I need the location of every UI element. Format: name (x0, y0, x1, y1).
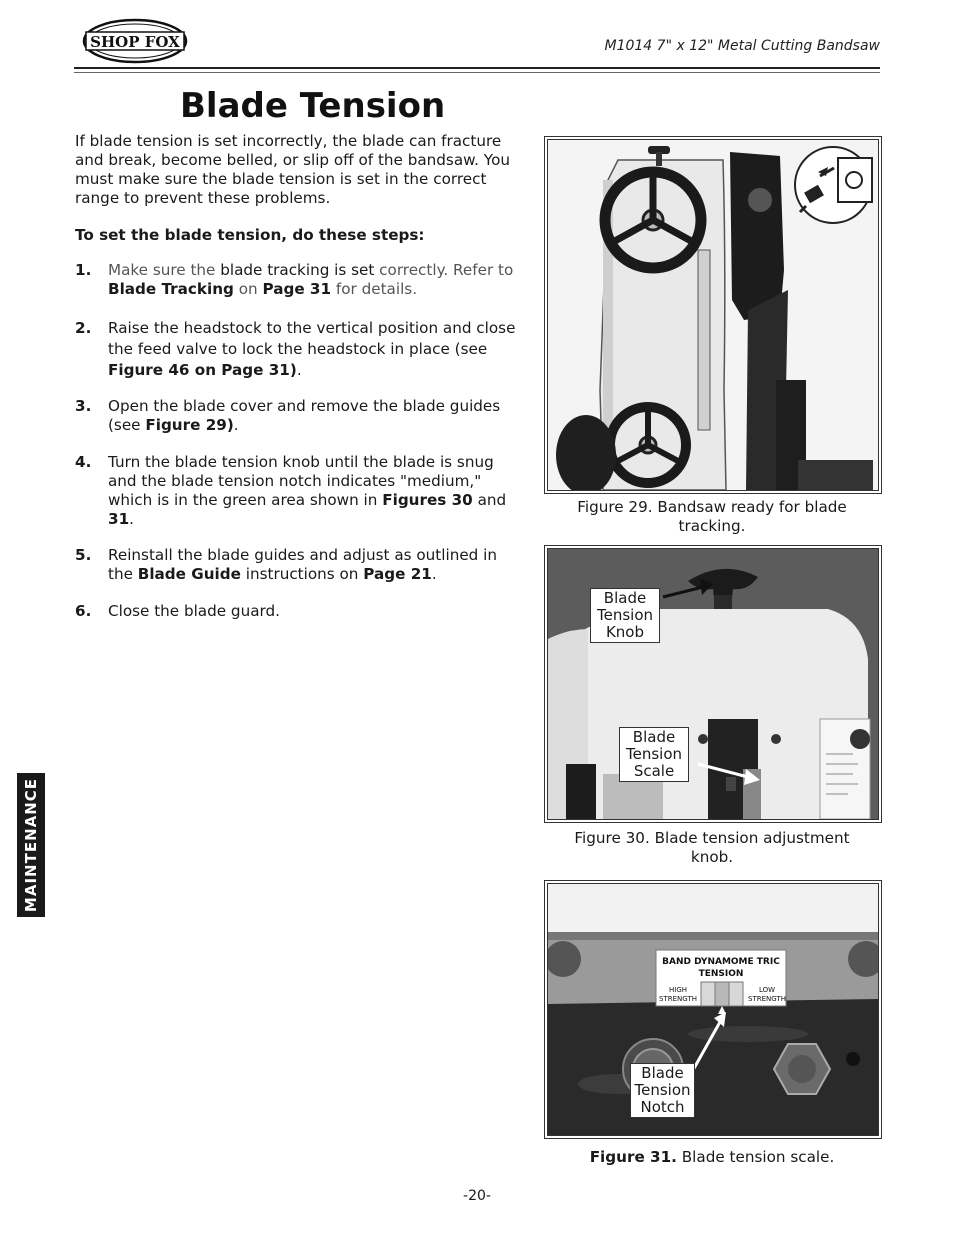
svg-text:STRENGTH: STRENGTH (748, 995, 786, 1003)
figure-31-photo (544, 880, 882, 1139)
svg-text:STRENGTH: STRENGTH (659, 995, 697, 1003)
logo-text: SHOP FOX (90, 33, 180, 51)
page-number: -20- (463, 1188, 491, 1204)
figure-30-photo (544, 545, 882, 823)
step-3: 3. Open the blade cover and remove the blade guides (see Figure 29). (75, 397, 501, 434)
svg-text:LOW: LOW (758, 986, 776, 994)
header-rule-thin (74, 72, 880, 73)
callout-blade-tension-knob: Blade Tension Knob (590, 588, 660, 643)
step-number: 1. (75, 261, 92, 279)
step-number: 5. (75, 546, 92, 564)
figure-29-caption: Figure 29. Bandsaw ready for blade tracking. (577, 498, 847, 535)
step-1: 1. Make sure the blade tracking is set correctly. Refer to Blade Tracking on Page 31 for details. (75, 261, 514, 298)
figure-31-caption: Figure 31. Blade tension scale. (589, 1148, 835, 1166)
step-number: 4. (75, 453, 92, 471)
step-6: 6. Close the blade guard. (75, 602, 280, 620)
step-2: 2. Raise the headstock to the vertical position and close the feed valve to lock the headstock in place (see Figure 46 on Page 31). (75, 319, 516, 379)
callout-blade-tension-notch: Blade Tension Notch (630, 1063, 695, 1118)
svg-text:BAND DYNAMOME TRIC: BAND DYNAMOME TRIC (662, 957, 780, 967)
step-number: 3. (75, 397, 92, 415)
section-tab-label: MAINTENANCE (22, 777, 40, 913)
step-5: 5. Reinstall the blade guides and adjust as outlined in the Blade Guide instructions on Page 21. (75, 546, 497, 583)
page-title: Blade Tension (180, 86, 446, 126)
maintenance-section-tab (17, 773, 45, 917)
steps-heading: To set the blade tension, do these steps: (75, 226, 425, 244)
header-rule (74, 67, 880, 69)
manual-title: M1014 7" x 12" Metal Cutting Bandsaw (604, 38, 880, 54)
figure-29-photo (544, 136, 882, 494)
callout-blade-tension-scale: Blade Tension Scale (619, 727, 689, 782)
figure-30-caption: Figure 30. Blade tension adjustment knob. (574, 829, 850, 866)
step-4: 4. Turn the blade tension knob until the blade is snug and the blade tension notch indicates "medium," which is in the green area shown in Figures 30 and 31. (75, 453, 507, 528)
intro-paragraph: If blade tension is set incorrectly, the blade can fracture and break, become belled, or slip off of the bandsaw. You must make sure the blade tension is set in the correct range to prevent these problems. (75, 132, 510, 207)
step-number: 2. (75, 319, 92, 337)
step-number: 6. (75, 602, 92, 620)
svg-text:TENSION: TENSION (698, 969, 744, 979)
shop-fox-logo (82, 18, 188, 64)
svg-text:HIGH: HIGH (668, 986, 688, 994)
